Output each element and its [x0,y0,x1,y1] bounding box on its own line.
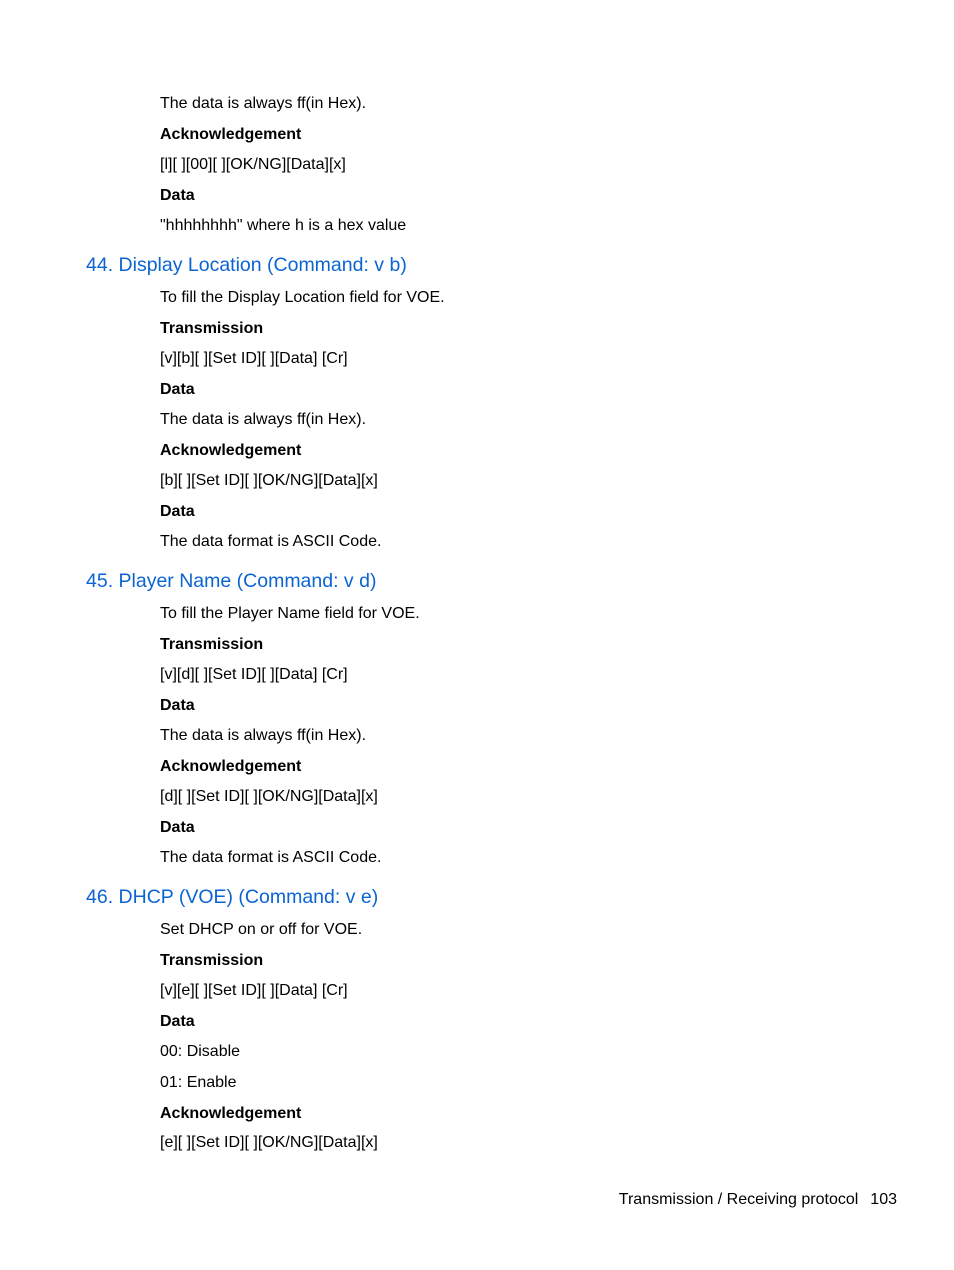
intro-data-text: The data is always ff(in Hex). [160,95,367,112]
section-45-data2-value: The data format is ASCII Code. [160,849,382,866]
section-45-ack-label: Acknowledgement [160,758,302,775]
section-46-description: Set DHCP on or off for VOE. [160,921,363,938]
section-44-description: To fill the Display Location field for VOE. [160,289,445,306]
section-45-ack-value: [d][ ][Set ID][ ][OK/NG][Data][x] [160,788,378,805]
section-46-tx-label: Transmission [160,952,264,969]
page-footer [619,1190,897,1210]
section-45-heading: 45. Player Name (Command: v d) [86,570,377,592]
footer-section-title: Transmission / Receiving protocol [618,1191,859,1208]
section-44-ack-value: [b][ ][Set ID][ ][OK/NG][Data][x] [160,472,378,489]
section-46-heading: 46. DHCP (VOE) (Command: v e) [86,886,379,908]
section-46-ack-label: Acknowledgement [160,1105,302,1122]
section-44-ack-label: Acknowledgement [160,442,302,459]
section-46-ack-value: [e][ ][Set ID][ ][OK/NG][Data][x] [160,1134,378,1151]
page-number: 103 [870,1191,897,1208]
section-44-data2-label: Data [160,503,195,520]
section-46-data-value-disable: 00: Disable [160,1043,241,1060]
section-45-data-value: The data is always ff(in Hex). [160,727,367,744]
section-46-data-label: Data [160,1013,195,1030]
section-44-tx-value: [v][b][ ][Set ID][ ][Data] [Cr] [160,350,348,367]
section-46-data-value-enable: 01: Enable [160,1074,237,1091]
section-45-data-label: Data [160,697,195,714]
intro-ack-value: [l][ ][00][ ][OK/NG][Data][x] [160,156,346,173]
intro-data-value: "hhhhhhhh" where h is a hex value [160,217,407,234]
section-45-description: To fill the Player Name field for VOE. [160,605,420,622]
section-44-data-label: Data [160,381,195,398]
section-45-tx-value: [v][d][ ][Set ID][ ][Data] [Cr] [160,666,348,683]
section-44-data2-value: The data format is ASCII Code. [160,533,382,550]
section-46-tx-value: [v][e][ ][Set ID][ ][Data] [Cr] [160,982,348,999]
section-44-data-value: The data is always ff(in Hex). [160,411,367,428]
section-45-data2-label: Data [160,819,195,836]
section-45-tx-label: Transmission [160,636,264,653]
intro-data-label: Data [160,187,195,204]
section-44-tx-label: Transmission [160,320,264,337]
intro-ack-label: Acknowledgement [160,126,302,143]
section-44-heading: 44. Display Location (Command: v b) [86,254,407,276]
